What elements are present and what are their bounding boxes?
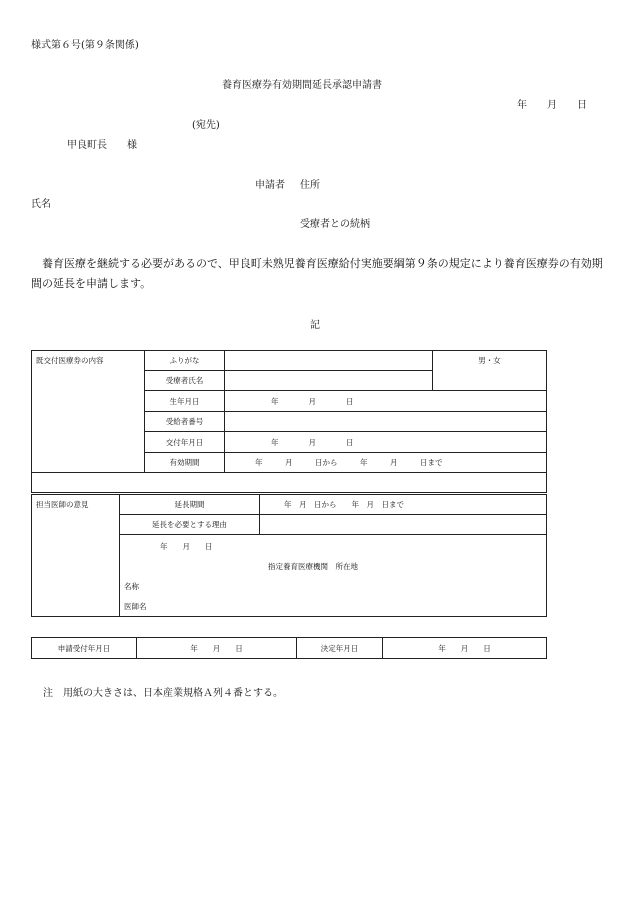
- applicant-label: 申請者: [255, 180, 285, 191]
- application-date: 年 月 日: [517, 100, 587, 111]
- physician-opinion-section-label: 担当医師の意見: [32, 495, 120, 617]
- furigana-label: ふりがな: [145, 351, 225, 371]
- recipient-number-label: 受給者番号: [145, 412, 225, 432]
- issue-date-field[interactable]: 年 月 日: [225, 432, 547, 453]
- validity-field[interactable]: 年 月 日から 年 月 日まで: [225, 453, 547, 473]
- institution-address-label: 指定養育医療機関 所在地: [268, 562, 358, 571]
- extension-reason-field[interactable]: [260, 515, 547, 535]
- issue-date-label: 交付年月日: [145, 432, 225, 453]
- opinion-date[interactable]: 年 月 日: [160, 542, 213, 551]
- received-date-label: 申請受付年月日: [32, 638, 137, 659]
- validity-label: 有効期間: [145, 453, 225, 473]
- relationship-label: 受療者との続柄: [300, 219, 370, 230]
- patient-name-field[interactable]: [225, 371, 433, 391]
- paper-size-note: 注 用紙の大きさは、日本産業規格Ａ列４番とする。: [43, 688, 283, 699]
- physician-signature-block: [120, 535, 547, 617]
- recipient-number-field[interactable]: [225, 412, 547, 432]
- furigana-field[interactable]: [225, 351, 433, 371]
- physician-opinion-table: [31, 494, 547, 617]
- document-title: 養育医療券有効期間延長承認申請書: [222, 80, 382, 91]
- application-statement: 養育医療を継続する必要があるので、甲良町未熟児養育医療給付実施要綱第９条の規定により養育医療券の有効期間の延長を申請します。: [31, 257, 603, 290]
- extension-period-label: 延長期間: [120, 495, 260, 515]
- patient-name-label: 受療者氏名: [145, 371, 225, 391]
- decision-date-label: 決定年月日: [297, 638, 383, 659]
- addressee-note: (宛先): [192, 120, 220, 131]
- ki-heading: 記: [310, 320, 320, 331]
- decision-date-field[interactable]: 年 月 日: [383, 638, 547, 659]
- blank-row: [32, 473, 547, 493]
- form-number: 様式第６号(第９条関係): [31, 40, 139, 51]
- doctor-name-label: 医師名: [124, 602, 147, 611]
- processing-dates-table: [31, 637, 547, 659]
- issued-coupon-table: [31, 350, 547, 493]
- birthdate-field[interactable]: 年 月 日: [225, 391, 547, 412]
- received-date-field[interactable]: 年 月 日: [137, 638, 297, 659]
- birthdate-label: 生年月日: [145, 391, 225, 412]
- extension-reason-label: 延長を必要とする理由: [120, 515, 260, 535]
- issued-coupon-section-label: 既交付医療券の内容: [32, 351, 145, 473]
- applicant-address-label: 住所: [300, 180, 320, 191]
- gender-label[interactable]: 男・女: [433, 351, 547, 391]
- extension-period-field[interactable]: 年 月 日から 年 月 日まで: [260, 495, 547, 515]
- recipient-line: 甲良町長 様: [67, 140, 137, 151]
- applicant-name-label: 氏名: [31, 199, 51, 210]
- institution-name-label: 名称: [124, 582, 139, 591]
